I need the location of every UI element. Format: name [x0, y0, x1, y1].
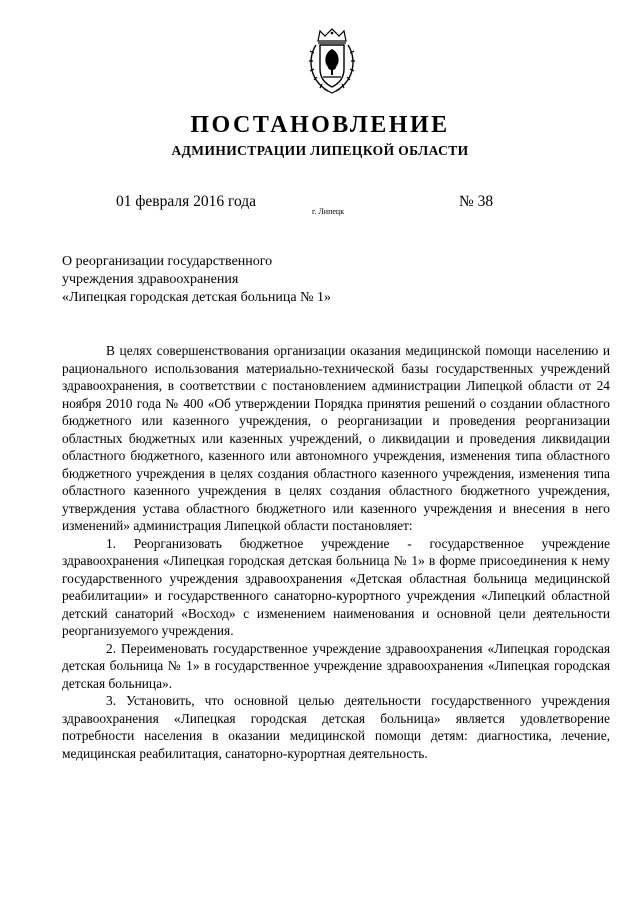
coat-of-arms-icon — [306, 27, 358, 95]
clause-paragraph: 1. Реорганизовать бюджетное учреждение - государственное учреждение здравоохранения «Липецкая городская детская больница № 1» в форме присоединения к нему государственного учреждения здравоохранения «Детская областная больница медицинской реабилитации» и государственного санаторно-курортного учреждения «Липецкий областной детский санаторий «Восход» с изменением наименования и основной цели деятельности реорганизуемого учреждения. — [62, 535, 610, 638]
subject-line: О реорганизации государственного — [62, 254, 273, 269]
document-subtitle: АДМИНИСТРАЦИИ ЛИПЕЦКОЙ ОБЛАСТИ — [171, 143, 469, 158]
document-city: г. Липецк — [312, 207, 345, 216]
subject-line: «Липецкая городская детская больница № 1» — [62, 290, 331, 305]
preamble-paragraph: В целях совершенствования организации оказания медицинской помощи населению и рационального использования материально-технической базы государственных учреждений здравоохранения, в соответствии с постановлением администрации Липецкой области от 24 ноября 2010 года № 400 «Об утверждении Порядка принятия решений о создании областного бюджетного или казенного учреждения, о реорганизации и проведения реорганизации областных бюджетных или казенных учреждений, о ликвидации и проведения ликвидации областного бюджетного, казенного или автономного учреждения, изменения типа областного бюджетного учреждения в целях создания областного казенного учреждения, изменения типа областного казенного учреждения в целях создания областного бюджетного учреждения, утверждения устава областного бюджетного или казенного учреждения и внесения в него изменений» администрация Липецкой области постановляет: — [62, 343, 610, 533]
document-date: 01 февраля 2016 года — [116, 193, 257, 210]
clause-paragraph: 2. Переименовать государственное учреждение здравоохранения «Липецкая городская детская больница № 1» в государственное учреждение здравоохранения «Липецкая городская детская больница». — [62, 640, 610, 691]
document-title: ПОСТАНОВЛЕНИЕ — [190, 112, 450, 138]
document-subject — [62, 253, 382, 307]
clause-paragraph: 3. Установить, что основной целью деятельности государственного учреждения здравоохранения «Липецкая городская детская больница» является удовлетворение потребности населения в оказании медицинской помощи детям: диагностика, лечение, медицинская реабилитация, санаторно-курортная деятельность. — [62, 693, 610, 761]
subject-line: учреждения здравоохранения — [62, 272, 239, 287]
document-number: № 38 — [459, 193, 494, 210]
document-body — [62, 342, 610, 762]
